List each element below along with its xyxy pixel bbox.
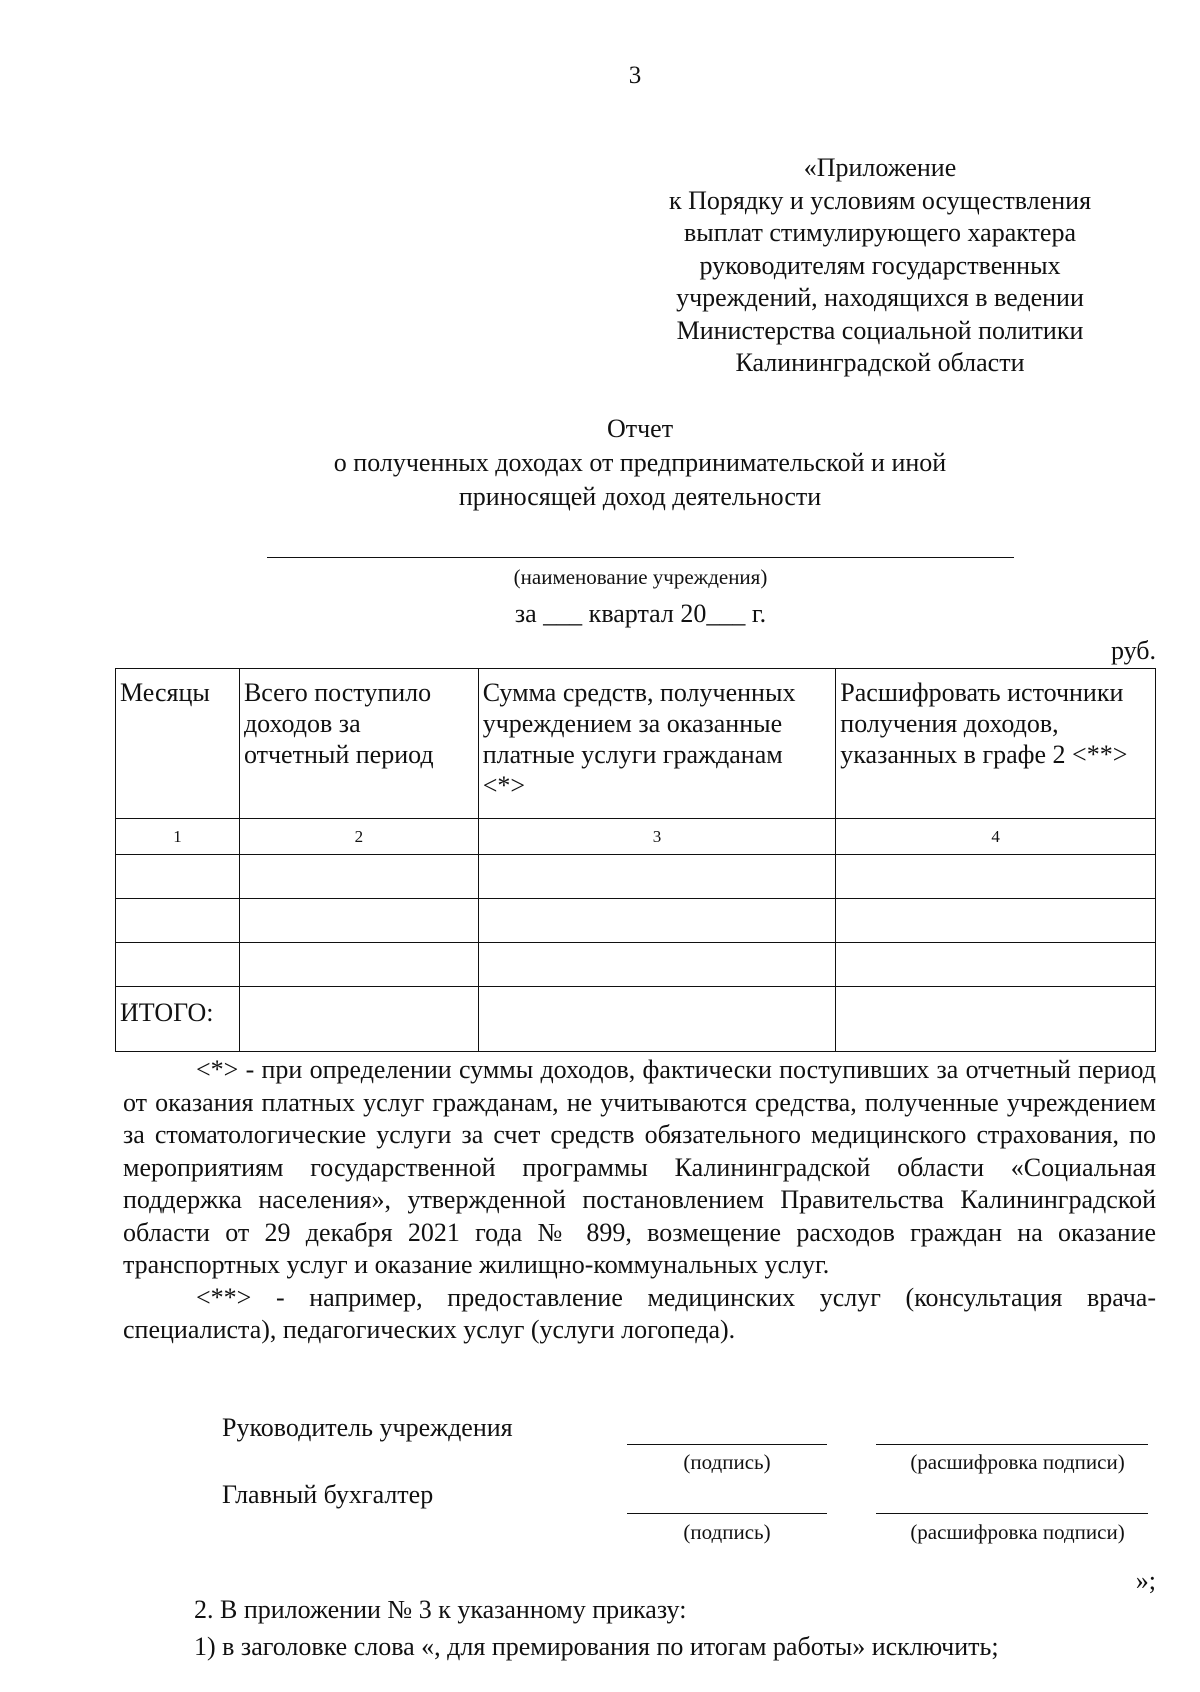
header-cell-paid-services: Сумма средств, полученных учреждением за оказанные платные услуги гражданам <*>	[478, 669, 836, 819]
table-cell	[478, 899, 836, 943]
appendix-line: учреждений, находящихся в ведении	[676, 283, 1084, 312]
table-cell	[116, 855, 240, 899]
appendix-line: Министерства социальной политики	[676, 315, 1084, 345]
header-cell-months: Месяцы	[116, 669, 240, 819]
head-signature-label: Руководитель учреждения	[222, 1413, 513, 1442]
footnote-2: <**> - например, предоставление медицинских услуг (консультация врача-специалиста), педагогических услуг (услуги логопеда).	[123, 1282, 1156, 1344]
table-cell	[116, 943, 240, 987]
footnote-1: <*> - при определении суммы доходов, фактически поступивших за отчетный период от оказания платных услуг гражданам, не учитываются средства, полученные учреждением за стоматологические услуги за счет средств обязательного медицинского страхования, по мероприятиям государственной программы Калининградской области «Социальная поддержка населения», утвержденной постановлением Правительства Калининградской области от 29 декабря 2021 года № 899, возмещение расходов граждан на оказание транспортных услуг и оказание жилищно-коммунальных услуг.	[123, 1055, 1156, 1279]
table-cell	[239, 943, 478, 987]
report-title	[260, 412, 1020, 514]
amendment-subitem-1: 1) в заголовке слова «, для премирования по итогам работы» исключить;	[194, 1632, 999, 1661]
report-title-line: Отчет	[606, 414, 674, 443]
table-header-row	[116, 669, 1156, 819]
column-number: 4	[836, 819, 1156, 855]
table-cell	[239, 987, 478, 1052]
decoding-caption: (расшифровка подписи)	[910, 1520, 1125, 1544]
table-cell	[836, 855, 1156, 899]
amendment-item-2: 2. В приложении № 3 к указанному приказу:	[194, 1595, 687, 1624]
appendix-line: руководителям государственных	[699, 250, 1061, 280]
table-cell	[478, 987, 836, 1052]
closing-quote: »;	[1135, 1566, 1156, 1595]
signature-caption: (подпись)	[683, 1520, 771, 1544]
table-row	[116, 855, 1156, 899]
head-decoding-line	[876, 1444, 1148, 1445]
head-signature-line	[627, 1444, 827, 1445]
table-cell	[836, 899, 1156, 943]
appendix-line: «Приложение	[803, 153, 957, 182]
column-number: 3	[478, 819, 836, 855]
report-period: за ___ квартал 20___ г.	[514, 599, 767, 628]
accountant-signature-label: Главный бухгалтер	[222, 1480, 434, 1509]
table-cell	[478, 943, 836, 987]
table-cell	[239, 899, 478, 943]
currency-unit: руб.	[1110, 636, 1156, 665]
column-number: 2	[239, 819, 478, 855]
total-row	[116, 987, 1156, 1052]
page-number: 3	[628, 62, 642, 89]
table-cell	[478, 855, 836, 899]
table-cell	[836, 987, 1156, 1052]
income-report-table	[115, 668, 1156, 1052]
report-title-line: о полученных доходах от предпринимательской и иной	[333, 448, 947, 477]
accountant-decoding-line	[876, 1513, 1148, 1514]
appendix-line: Калининградской области	[735, 348, 1025, 377]
institution-name-line	[267, 557, 1014, 558]
total-label: ИТОГО:	[116, 987, 240, 1052]
header-cell-total-income: Всего поступило доходов за отчетный период	[239, 669, 478, 819]
appendix-header	[600, 152, 1160, 380]
signature-caption: (подпись)	[683, 1450, 771, 1474]
column-number: 1	[116, 819, 240, 855]
table-row	[116, 943, 1156, 987]
appendix-line: выплат стимулирующего характера	[683, 218, 1076, 247]
table-cell	[836, 943, 1156, 987]
table-cell	[116, 899, 240, 943]
header-cell-income-sources: Расшифровать источники получения доходов, указанных в графе 2 <**>	[836, 669, 1156, 819]
report-title-line: приносящей доход деятельности	[458, 482, 822, 511]
column-numbers-row	[116, 819, 1156, 855]
appendix-line: к Порядку и условиям осуществления	[668, 185, 1092, 215]
table-row	[116, 899, 1156, 943]
accountant-signature-line	[627, 1513, 827, 1514]
table-cell	[239, 855, 478, 899]
institution-name-caption: (наименование учреждения)	[513, 565, 768, 589]
decoding-caption: (расшифровка подписи)	[910, 1450, 1125, 1474]
footnotes	[123, 1054, 1156, 1347]
